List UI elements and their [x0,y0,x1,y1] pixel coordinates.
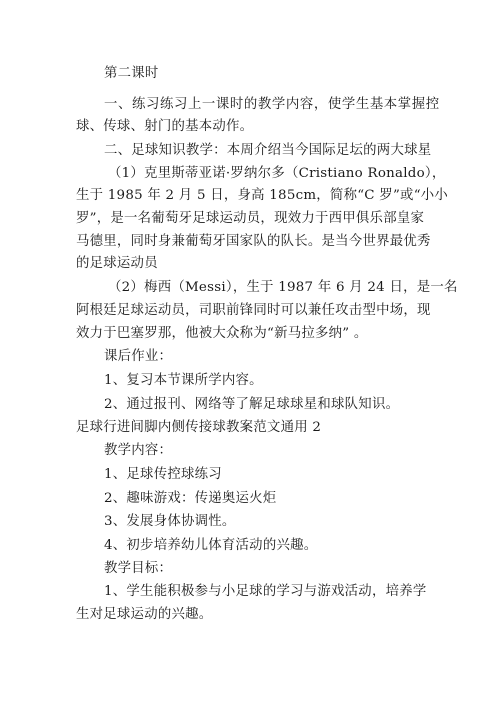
paragraph-line: 马德里，同时身兼葡萄牙国家队的队长。是当今世界最优秀 [76,234,431,249]
paragraph-line: 生于 1985 年 2 月 5 日，身高 185cm，简称“C 罗”或“小小 [76,188,449,203]
list-item: 2、趣味游戏：传递奥运火炬 [104,491,277,506]
paragraph-line: 阿根廷足球运动员，司职前锋同时可以兼任攻击型中场，现 [76,303,431,318]
paragraph-line: （2）梅西（Messi），生于 1987 年 6 月 24 日，是一名 [108,280,458,295]
document-title: 足球行进间脚内侧传接球教案范文通用 2 [76,420,322,435]
paragraph-line: （1）克里斯蒂亚诺·罗纳尔多（Cristiano Ronaldo）， [108,166,446,181]
lesson-heading: 第二课时 [104,66,159,81]
paragraph-line: 二、足球知识教学：本周介绍当今国际足坛的两大球星 [104,143,432,158]
list-item: 1、复习本节课所学内容。 [104,373,263,388]
paragraph-line: 的足球运动员 [76,256,158,271]
paragraph-line: 球、传球、射门的基本动作。 [76,119,254,134]
paragraph-line: 罗”，是一名葡萄牙足球运动员，现效力于西甲俱乐部皇家 [76,211,425,226]
paragraph-line: 效力于巴塞罗那，他被大众称为“新马拉多纳” 。 [76,326,368,341]
list-item: 1、足球传控球练习 [104,467,222,482]
section-heading: 教学内容： [104,443,173,458]
list-item: 2、通过报刊、网络等了解足球球星和球队知识。 [104,397,400,412]
list-item: 3、发展身体协调性。 [104,514,236,529]
paragraph-line: 生对足球运动的兴趣。 [76,607,213,622]
section-heading: 教学目标： [104,561,173,576]
list-item: 4、初步培养幼儿体育活动的兴趣。 [104,538,318,553]
list-item: 1、学生能积极参与小足球的学习与游戏活动，培养学 [104,584,427,599]
section-heading: 课后作业： [104,349,173,364]
paragraph-line: 一、练习练习上一课时的教学内容，使学生基本掌握控 [104,97,440,112]
